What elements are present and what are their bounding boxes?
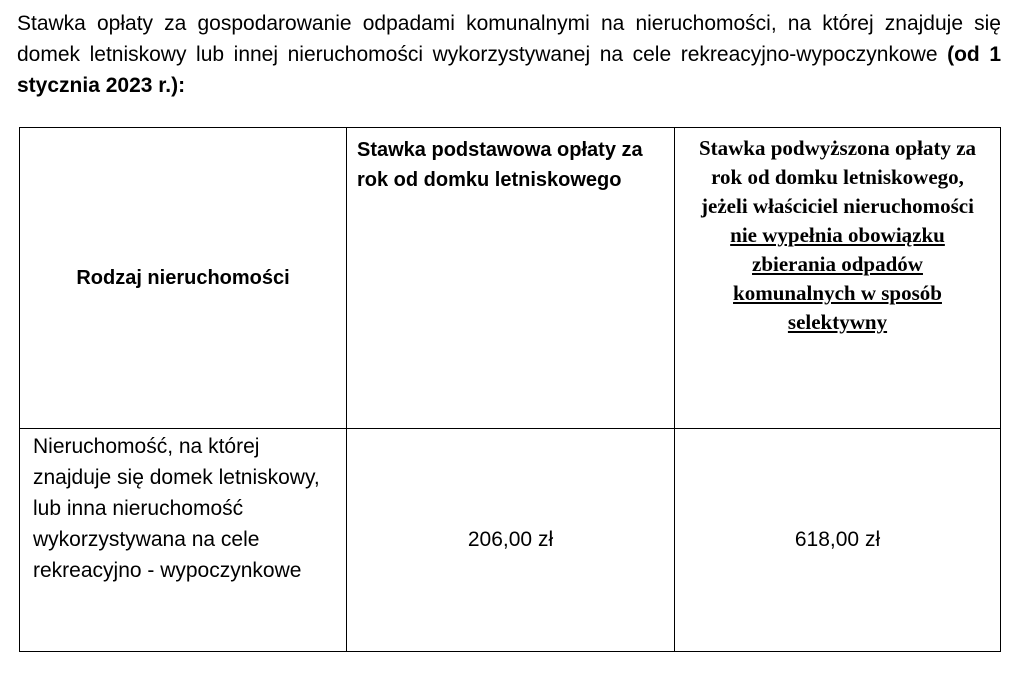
header-property-type: Rodzaj nieruchomości (20, 128, 347, 429)
header-basic-rate: Stawka podstawowa opłaty za rok od domku letniskowego (347, 128, 675, 429)
cell-property-type: Nieruchomość, na której znajduje się domek letniskowy, lub inna nieruchomość wykorzystywana na cele rekreacyjno - wypoczynkowe (20, 429, 347, 652)
rates-table (19, 127, 1001, 652)
cell-basic-rate: 206,00 zł (347, 429, 675, 652)
intro-date: (od 1 stycznia 2023 r.): (17, 43, 1001, 97)
cell-increased-rate: 618,00 zł (675, 429, 1001, 652)
header-increased-rate-intro: Stawka podwyższona opłaty za rok od domku letniskowego, jeżeli właściciel nieruchomości (698, 136, 977, 218)
table-row (20, 429, 1001, 652)
table-header-row (20, 128, 1001, 429)
header-increased-rate (675, 128, 1001, 429)
intro-paragraph (17, 8, 1001, 101)
intro-text: Stawka opłaty za gospodarowanie odpadami komunalnymi na nieruchomości, na której znajduje się domek letniskowy lub innej nieruchomości wykorzystywanej na cele rekreacyjno-wypoczynkowe (17, 12, 1001, 66)
header-increased-rate-condition: nie wypełnia obowiązku zbierania odpadów komunalnych w sposób selektywny (730, 223, 945, 334)
